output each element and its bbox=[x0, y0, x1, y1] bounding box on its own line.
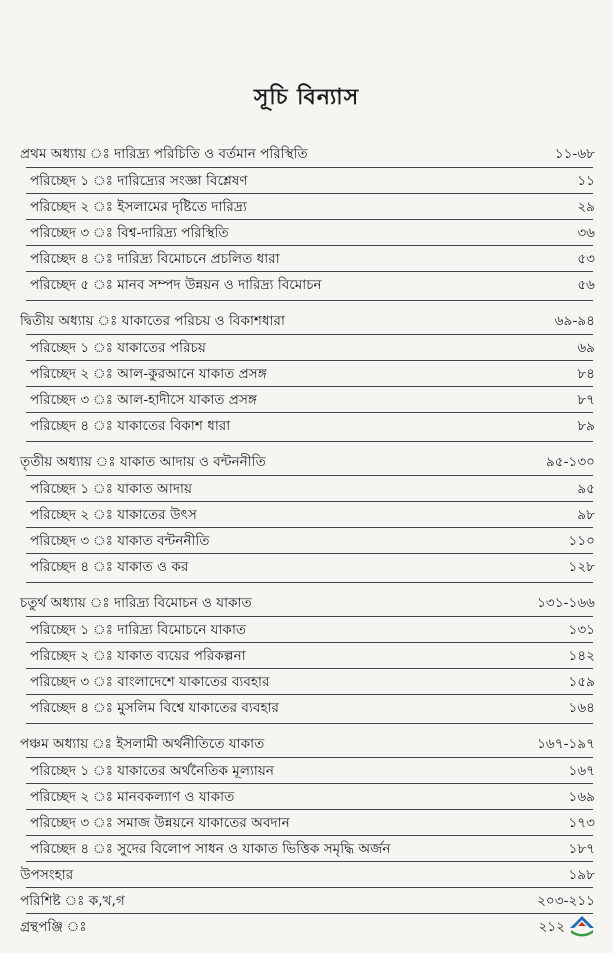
appendix-row bbox=[20, 915, 565, 939]
divider bbox=[26, 723, 593, 724]
divider bbox=[26, 193, 593, 194]
divider bbox=[26, 582, 593, 583]
section-page: ১৪২ bbox=[568, 647, 595, 664]
appendix-pages: ২১২ bbox=[538, 918, 565, 935]
divider bbox=[26, 783, 593, 784]
divider bbox=[26, 219, 593, 220]
divider bbox=[26, 300, 593, 301]
divider bbox=[26, 861, 593, 862]
chapter-title: পঞ্চম অধ্যায় ঃ ইসলামী অর্থনীতিতে যাকাত bbox=[20, 735, 265, 752]
appendix-row bbox=[20, 889, 595, 913]
divider bbox=[26, 527, 593, 528]
divider bbox=[26, 887, 593, 888]
chapter-pages: ১১-৬৮ bbox=[554, 145, 595, 162]
chapter-title: তৃতীয় অধ্যায় ঃ যাকাত আদায় ও বন্টননীতি bbox=[20, 453, 266, 470]
section-page: ১৫৯ bbox=[568, 673, 595, 690]
section-row bbox=[30, 529, 595, 553]
section-row bbox=[30, 247, 595, 271]
chapter-row bbox=[20, 591, 595, 615]
divider bbox=[26, 360, 593, 361]
divider bbox=[26, 441, 593, 442]
divider bbox=[26, 757, 593, 758]
section-title: পরিচ্ছেদ ৩ ঃ বিশ্ব-দারিদ্র্য পরিস্থিতি bbox=[30, 224, 229, 241]
divider bbox=[26, 386, 593, 387]
section-title: পরিচ্ছেদ ২ ঃ যাকাতের উৎস bbox=[30, 506, 197, 523]
chapter-title: চতুর্থ অধ্যায় ঃ দারিদ্র্য বিমোচন ও যাকাত bbox=[20, 594, 252, 611]
divider bbox=[26, 334, 593, 335]
section-row bbox=[30, 644, 595, 668]
section-row bbox=[30, 414, 595, 438]
section-page: ৮৭ bbox=[577, 391, 595, 408]
section-title: পরিচ্ছেদ ৩ ঃ যাকাত বন্টননীতি bbox=[30, 532, 210, 549]
divider bbox=[26, 501, 593, 502]
section-title: পরিচ্ছেদ ৪ ঃ যাকাত ও কর bbox=[30, 558, 189, 575]
section-page: ৮৪ bbox=[577, 365, 595, 382]
divider bbox=[26, 245, 593, 246]
section-row bbox=[30, 555, 595, 579]
section-page: ৯৫ bbox=[577, 480, 595, 497]
appendix-title: উপসংহার bbox=[20, 866, 74, 883]
section-title: পরিচ্ছেদ ৩ ঃ বাংলাদেশে যাকাতের ব্যবহার bbox=[30, 673, 270, 690]
section-title: পরিচ্ছেদ ১ ঃ দারিদ্র্য বিমোচনে যাকাত bbox=[30, 621, 247, 638]
section-page: ৬৯ bbox=[577, 339, 595, 356]
section-title: পরিচ্ছেদ ৪ ঃ সুদের বিলোপ সাধন ও যাকাত ভিত্তিক সমৃদ্ধি অর্জন bbox=[30, 840, 391, 857]
section-row bbox=[30, 195, 595, 219]
section-title: পরিচ্ছেদ ২ ঃ মানবকল্যাণ ও যাকাত bbox=[30, 788, 235, 805]
section-page: ৯৮ bbox=[577, 506, 595, 523]
divider bbox=[26, 809, 593, 810]
divider bbox=[26, 167, 593, 168]
chapter-row bbox=[20, 732, 595, 756]
section-page: ৩৬ bbox=[577, 224, 595, 241]
section-row bbox=[30, 503, 595, 527]
section-page: ৫৬ bbox=[577, 276, 595, 293]
section-row bbox=[30, 221, 595, 245]
section-row bbox=[30, 388, 595, 412]
appendix-title: গ্রন্থপঞ্জি ঃ bbox=[20, 918, 87, 935]
divider bbox=[26, 668, 593, 669]
publisher-logo-icon bbox=[568, 910, 596, 938]
section-title: পরিচ্ছেদ ৫ ঃ মানব সম্পদ উন্নয়ন ও দারিদ্র্য বিমোচন bbox=[30, 276, 322, 293]
section-row bbox=[30, 785, 595, 809]
appendix-pages: ২০৩-২১১ bbox=[537, 892, 595, 909]
chapter-row bbox=[20, 309, 595, 333]
chapter-pages: ৬৯-৯৪ bbox=[554, 312, 595, 329]
section-row bbox=[30, 759, 595, 783]
divider bbox=[26, 913, 593, 914]
section-title: পরিচ্ছেদ ১ ঃ যাকাতের পরিচয় bbox=[30, 339, 206, 356]
section-row bbox=[30, 837, 595, 861]
chapter-title: প্রথম অধ্যায় ঃ দারিদ্র্য পরিচিতি ও বর্তমান পরিস্থিতি bbox=[20, 145, 308, 162]
section-page: ১৬৭ bbox=[568, 762, 595, 779]
section-title: পরিচ্ছেদ ২ ঃ আল-কুরআনে যাকাত প্রসঙ্গ bbox=[30, 365, 267, 382]
divider bbox=[26, 694, 593, 695]
section-title: পরিচ্ছেদ ২ ঃ যাকাত ব্যয়ের পরিকল্পনা bbox=[30, 647, 246, 664]
section-page: ১৩১ bbox=[568, 621, 595, 638]
section-page: ১৮৭ bbox=[568, 840, 595, 857]
section-row bbox=[30, 169, 595, 193]
divider bbox=[26, 616, 593, 617]
section-row bbox=[30, 336, 595, 360]
section-title: পরিচ্ছেদ ৩ ঃ সমাজ উন্নয়নে যাকাতের অবদান bbox=[30, 814, 290, 831]
appendix-title: পরিশিষ্ট ঃ ক,খ,গ bbox=[20, 892, 125, 909]
divider bbox=[26, 642, 593, 643]
section-row bbox=[30, 670, 595, 694]
section-row bbox=[30, 477, 595, 501]
section-title: পরিচ্ছেদ ১ ঃ যাকাত আদায় bbox=[30, 480, 192, 497]
divider bbox=[26, 835, 593, 836]
section-row bbox=[30, 811, 595, 835]
section-page: ১১০ bbox=[568, 532, 595, 549]
section-title: পরিচ্ছেদ ৪ ঃ যাকাতের বিকাশ ধারা bbox=[30, 417, 231, 434]
chapter-title: দ্বিতীয় অধ্যায় ঃ যাকাতের পরিচয় ও বিকাশধারা bbox=[20, 312, 285, 329]
section-title: পরিচ্ছেদ ১ ঃ দারিদ্র্যের সংজ্ঞা বিশ্লেষণ bbox=[30, 172, 248, 189]
section-title: পরিচ্ছেদ ৪ ঃ মুসলিম বিশ্বে যাকাতের ব্যবহার bbox=[30, 699, 280, 716]
divider bbox=[26, 271, 593, 272]
section-title: পরিচ্ছেদ ৩ ঃ আল-হাদীসে যাকাত প্রসঙ্গ bbox=[30, 391, 257, 408]
section-page: ১১ bbox=[577, 172, 595, 189]
section-row bbox=[30, 696, 595, 720]
section-page: ৫৩ bbox=[577, 250, 595, 267]
section-title: পরিচ্ছেদ ১ ঃ যাকাতের অর্থনৈতিক মূল্যায়ন bbox=[30, 762, 274, 779]
section-title: পরিচ্ছেদ ২ ঃ ইসলামের দৃষ্টিতে দারিদ্র্য bbox=[30, 198, 247, 215]
section-page: ৮৯ bbox=[577, 417, 595, 434]
chapter-pages: ১৬৭-১৯৭ bbox=[537, 735, 595, 752]
chapter-pages: ১৩১-১৬৬ bbox=[537, 594, 595, 611]
appendix-row bbox=[20, 863, 595, 887]
section-page: ১৬৯ bbox=[568, 788, 595, 805]
section-page: ১৬৪ bbox=[568, 699, 595, 716]
chapter-pages: ৯৫-১৩০ bbox=[545, 453, 595, 470]
section-page: ১৭৩ bbox=[568, 814, 595, 831]
page-title: সূচি বিন্যাস bbox=[253, 85, 360, 110]
divider bbox=[26, 412, 593, 413]
chapter-row bbox=[20, 450, 595, 474]
appendix-pages: ১৯৮ bbox=[568, 866, 595, 883]
divider bbox=[26, 553, 593, 554]
chapter-row bbox=[20, 142, 595, 166]
divider bbox=[26, 475, 593, 476]
section-row bbox=[30, 273, 595, 297]
section-page: ২৯ bbox=[577, 198, 595, 215]
section-title: পরিচ্ছেদ ৪ ঃ দারিদ্র্য বিমোচনে প্রচলিত ধারা bbox=[30, 250, 280, 267]
section-row bbox=[30, 618, 595, 642]
section-row bbox=[30, 362, 595, 386]
section-page: ১২৮ bbox=[568, 558, 595, 575]
